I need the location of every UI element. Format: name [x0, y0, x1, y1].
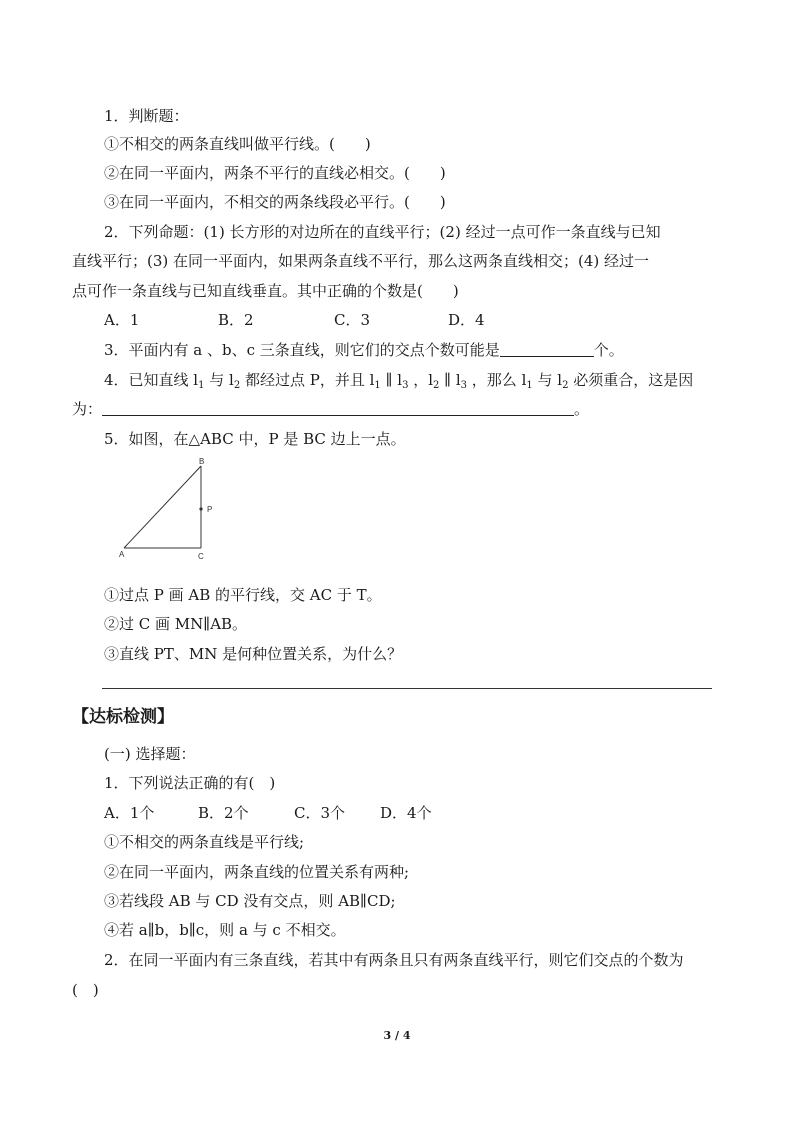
- q2-line-1: 2．下列命题：(1) 长方形的对边所在的直线平行；(2) 经过一点可作一条直线与已知: [104, 223, 661, 241]
- q4-text: 为：: [72, 400, 103, 418]
- q4-text: 4．已知直线 l: [104, 371, 199, 389]
- q2-option-c: C．3: [334, 311, 371, 329]
- s2-q1-item-2: ②在同一平面内，两条直线的位置关系有两种;: [104, 863, 410, 881]
- q4-text: 。: [574, 400, 590, 418]
- q4-text: 必须重合，这是因: [568, 371, 694, 389]
- q2-option-b: B．2: [218, 311, 254, 329]
- q4-text: ，l: [408, 371, 434, 389]
- s2-q1-option-c: C．3个: [294, 804, 346, 822]
- choice-subheading: (一) 选择题：: [104, 745, 196, 763]
- q2-line-2: 直线平行；(3) 在同一平面内，如果两条直线不平行，那么这两条直线相交；(4) 经过一: [72, 252, 650, 270]
- q5-item-1: ①过点 P 画 AB 的平行线，交 AC 于 T。: [104, 586, 382, 604]
- answer-rule: [102, 688, 712, 689]
- side-ab: [124, 466, 201, 548]
- s2-q2-line-2: ( ): [72, 981, 99, 999]
- label-c: C: [198, 552, 204, 561]
- subscript: 1: [526, 380, 533, 391]
- q5-title: 5．如图，在△ABC 中，P 是 BC 边上一点。: [104, 430, 406, 448]
- q4-line-2: [72, 399, 589, 419]
- q2-option-d: D．4: [448, 311, 485, 329]
- subscript: 3: [402, 380, 409, 391]
- s2-q1-option-a: A．1个: [104, 804, 155, 822]
- q3-suffix: 个。: [593, 341, 624, 359]
- s2-q1-item-1: ①不相交的两条直线是平行线;: [104, 833, 305, 851]
- q3-text: 3．平面内有 a 、b、c 三条直线，则它们的交点个数可能是: [104, 341, 500, 359]
- q4-text: ，那么 l: [467, 371, 527, 389]
- q3-line: [104, 340, 624, 360]
- q2-option-a: A．1: [104, 311, 140, 329]
- s2-q1-option-d: D．4个: [380, 804, 432, 822]
- triangle-abc-figure: [110, 452, 230, 564]
- q4-text: 与 l: [532, 371, 563, 389]
- page-number: 3 / 4: [383, 1029, 411, 1042]
- subscript: 3: [460, 380, 468, 391]
- q4-text: 与 l: [204, 371, 234, 389]
- s2-q1-item-3: ③若线段 AB 与 CD 没有交点，则 AB∥CD;: [104, 892, 396, 910]
- s2-q1-title: 1．下列说法正确的有( ): [104, 774, 276, 792]
- subscript: 2: [562, 380, 569, 391]
- subscript: 2: [433, 380, 440, 391]
- q4-text: ∥ l: [439, 371, 461, 389]
- q4-answer-blank[interactable]: [102, 400, 574, 416]
- q1-title: 1．判断题：: [104, 107, 189, 125]
- q3-answer-blank[interactable]: [500, 341, 594, 357]
- q5-item-2: ②过 C 画 MN∥AB。: [104, 615, 248, 633]
- q1-item-2: ②在同一平面内，两条不平行的直线必相交。( ): [104, 164, 446, 182]
- subscript: 1: [374, 380, 381, 391]
- point-p: [199, 507, 202, 510]
- q4-line-1: [104, 370, 693, 396]
- s2-q2-line-1: 2．在同一平面内有三条直线，若其中有两条且只有两条直线平行，则它们交点的个数为: [104, 951, 684, 969]
- q4-text: ∥ l: [380, 371, 403, 389]
- label-p: P: [207, 505, 213, 514]
- q1-item-3: ③在同一平面内，不相交的两条线段必平行。( ): [104, 193, 446, 211]
- subscript: 2: [233, 380, 241, 391]
- section-heading: 【达标检测】: [72, 707, 174, 727]
- q1-item-1: ①不相交的两条直线叫做平行线。( ): [104, 135, 371, 153]
- subscript: 1: [198, 380, 205, 391]
- q4-text: 都经过点 P，并且 l: [240, 371, 375, 389]
- q2-line-3: 点可作一条直线与已知直线垂直。其中正确的个数是( ): [72, 282, 459, 300]
- s2-q1-item-4: ④若 a∥b，b∥c，则 a 与 c 不相交。: [104, 921, 346, 939]
- q5-item-3: ③直线 PT、MN 是何种位置关系，为什么？: [104, 645, 403, 663]
- s2-q1-option-b: B．2个: [198, 804, 249, 822]
- label-b: B: [199, 457, 205, 466]
- label-a: A: [119, 550, 125, 559]
